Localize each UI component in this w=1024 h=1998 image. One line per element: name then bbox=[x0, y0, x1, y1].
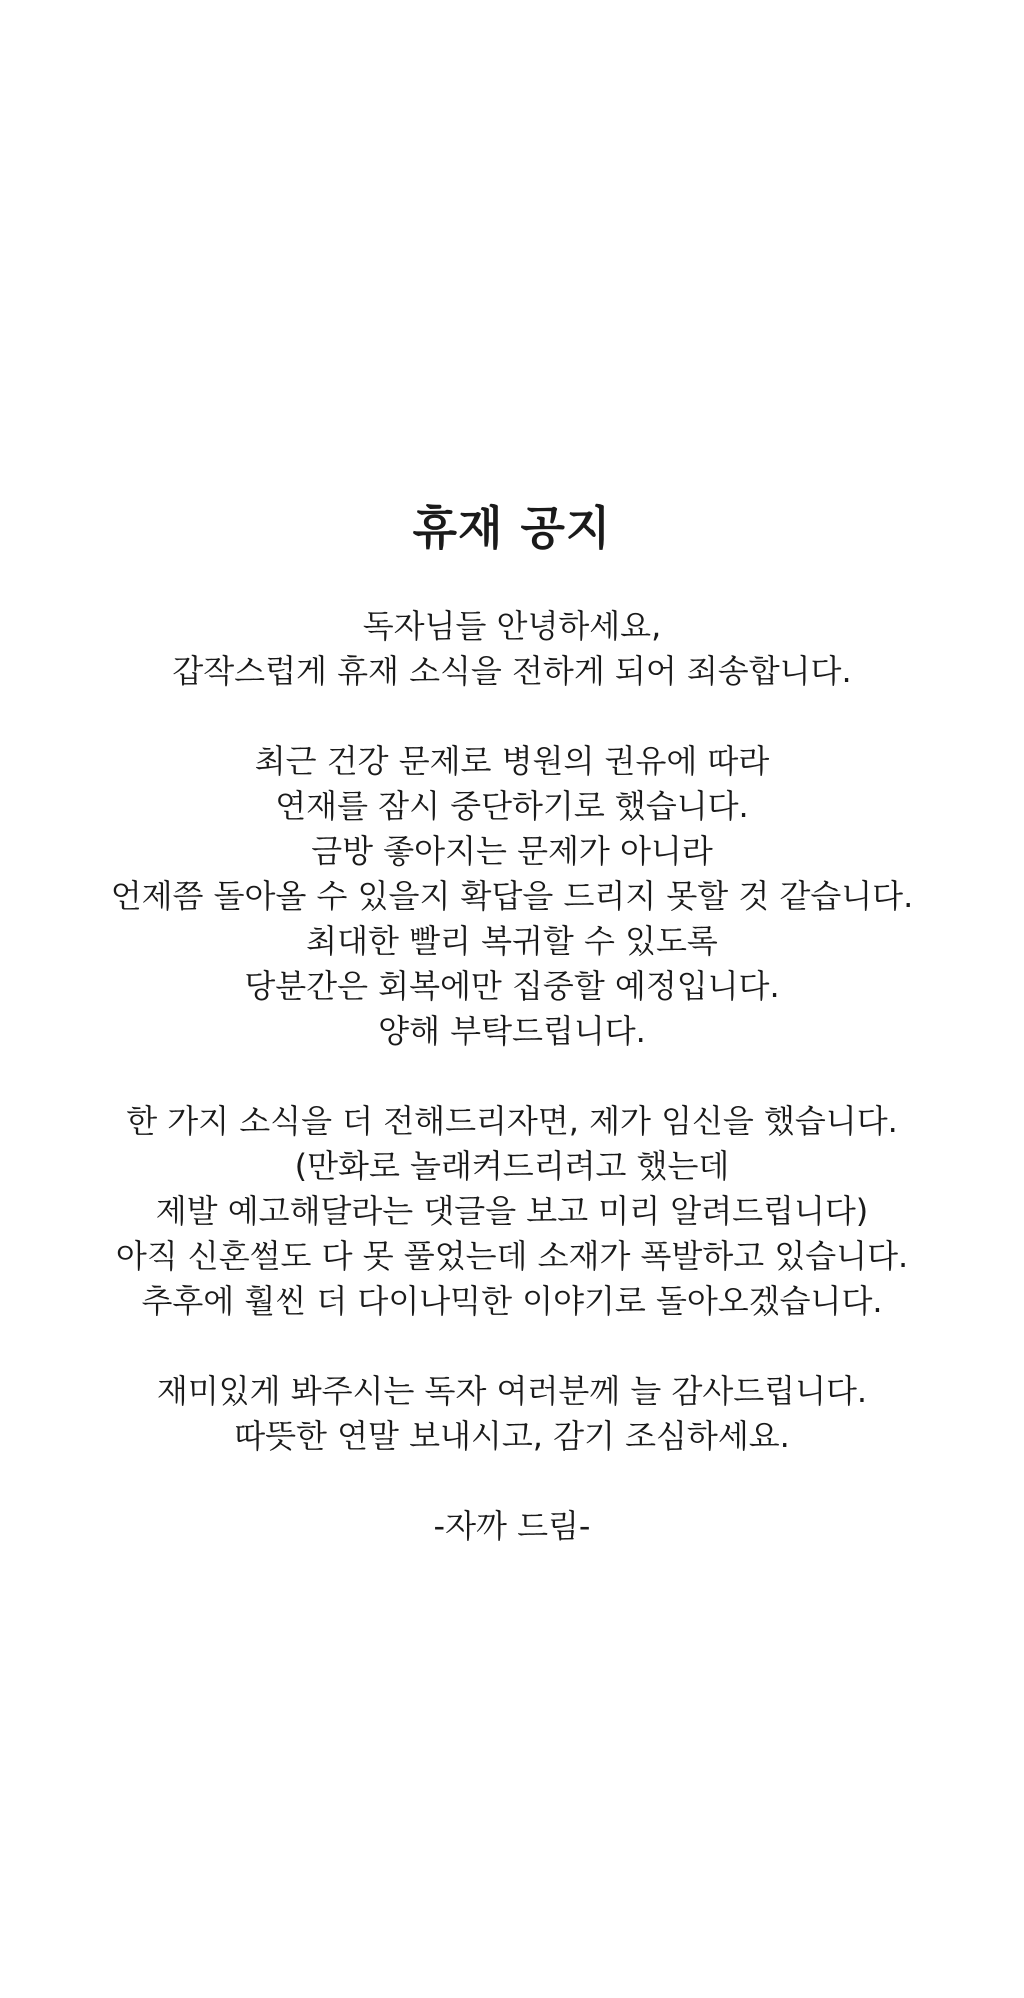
text-line: (만화로 놀래켜드리려고 했는데 bbox=[294, 1147, 730, 1185]
news-paragraph bbox=[0, 1099, 1024, 1324]
text-line: 당분간은 회복에만 집중할 예정입니다. bbox=[244, 967, 780, 1005]
text-line: 재미있게 봐주시는 독자 여러분께 늘 감사드립니다. bbox=[156, 1372, 868, 1410]
text-line: 따뜻한 연말 보내시고, 감기 조심하세요. bbox=[234, 1417, 790, 1455]
text-line: 양해 부탁드립니다. bbox=[378, 1012, 646, 1050]
author-signature: -자까 드림- bbox=[433, 1507, 591, 1545]
text-line: 추후에 훨씬 더 다이나믹한 이야기로 돌아오겠습니다. bbox=[141, 1282, 883, 1320]
notice-title: 휴재 공지 bbox=[412, 501, 612, 555]
text-line: 최근 건강 문제로 병원의 권유에 따라 bbox=[254, 742, 770, 780]
thanks-paragraph bbox=[0, 1369, 1024, 1459]
text-line: 금방 좋아지는 문제가 아니라 bbox=[311, 832, 713, 870]
text-line: 연재를 잠시 중단하기로 했습니다. bbox=[275, 787, 749, 825]
text-line: 언제쯤 돌아올 수 있을지 확답을 드리지 못할 것 같습니다. bbox=[110, 877, 914, 915]
text-line: 최대한 빨리 복귀할 수 있도록 bbox=[306, 922, 718, 960]
hiatus-notice bbox=[0, 500, 1024, 1549]
text-line: 독자님들 안녕하세요, bbox=[362, 607, 662, 645]
text-line: 한 가지 소식을 더 전해드리자면, 제가 임신을 했습니다. bbox=[126, 1102, 898, 1140]
greeting-paragraph bbox=[0, 604, 1024, 694]
text-line: 갑작스럽게 휴재 소식을 전하게 되어 죄송합니다. bbox=[172, 652, 852, 690]
health-paragraph bbox=[0, 739, 1024, 1054]
text-line: 제발 예고해달라는 댓글을 보고 미리 알려드립니다) bbox=[155, 1192, 869, 1230]
text-line: 아직 신혼썰도 다 못 풀었는데 소재가 폭발하고 있습니다. bbox=[115, 1237, 909, 1275]
